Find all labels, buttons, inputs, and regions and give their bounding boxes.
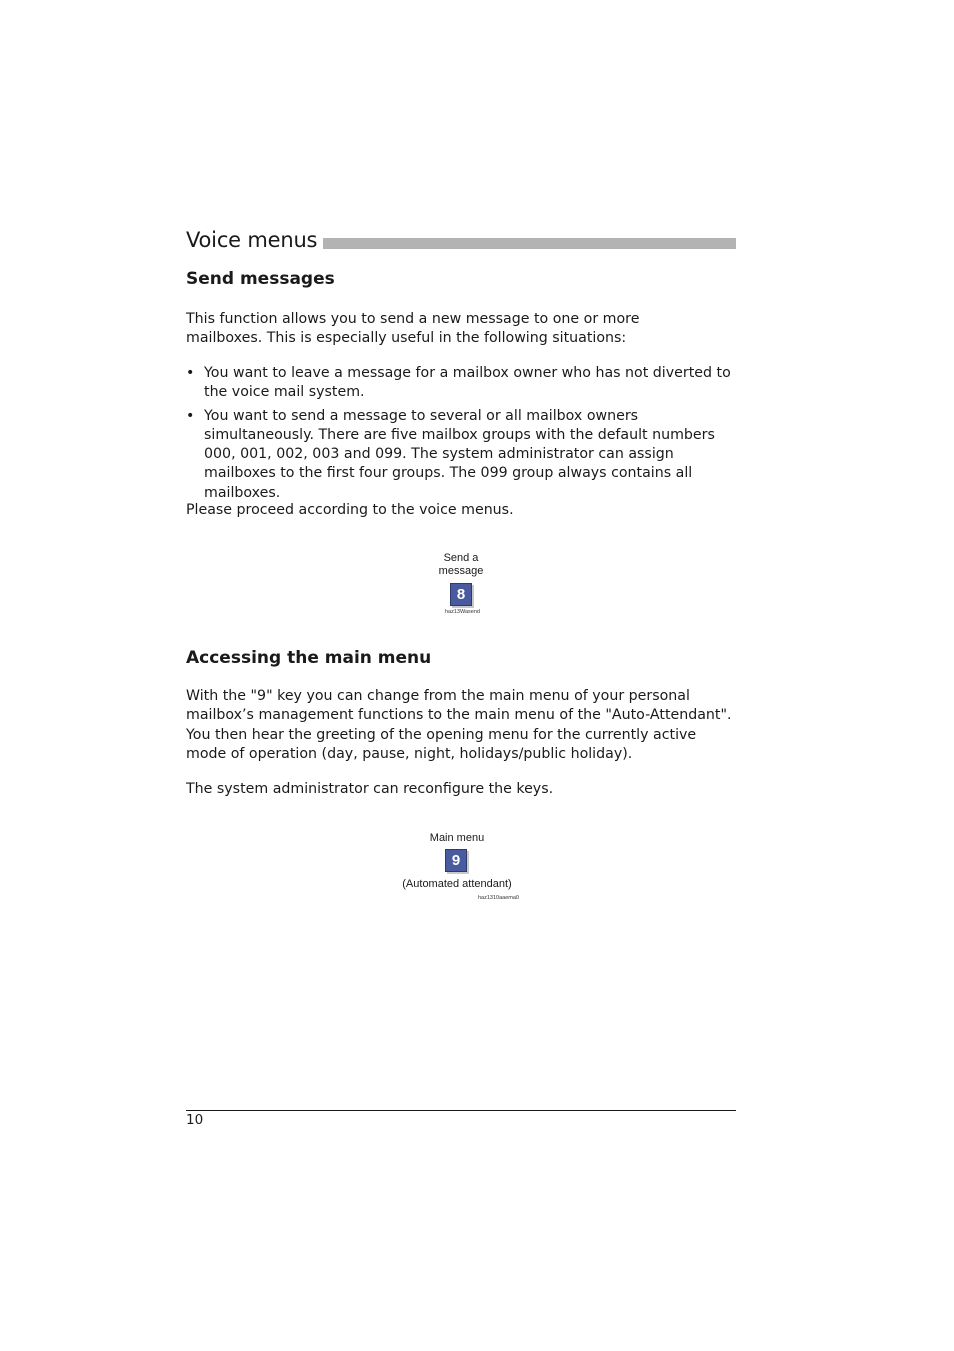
figure-code: haz13Wasend [445,609,480,615]
main-menu-figure-label: Main menu [429,832,485,844]
situations-list [186,364,738,507]
bullet-dot: • [186,407,195,424]
send-messages-intro: This function allows you to send a new message to one or more mailboxes. This is especially useful in the following situations: [186,311,640,347]
page-heading [186,226,736,254]
main-menu-heading: Accessing the main menu [186,648,432,668]
key-8-icon: 8 [450,583,472,606]
bullet-text: You want to send a message to several or all mailbox owners simultaneously. There are five mailbox groups with the default numbers 000, 001, 002, 003 and 099. The system administrator can assign mailboxes to the first four groups. The 099 group always contains all mailboxes. [204,407,715,501]
bullet-dot: • [186,365,195,381]
send-messages-closing: Please proceed according to the voice menus. [186,502,514,518]
page-number: 10 [186,1112,204,1128]
main-menu-body: With the "9" key you can change from the main menu of your personal mailbox’s management functions to the main menu of the "Auto-Attendant". You then hear the greeting of the opening menu for the currently active mode of operation (day, pause, night, holidays/public holiday). [186,688,732,762]
bullet-text: You want to leave a message for a mailbox owner who has not diverted to the voice mail system. [204,365,731,401]
list-item [186,407,738,503]
footer-rule [186,1110,736,1111]
figure-label-line: message [438,565,484,577]
page-title: Voice menus [186,228,318,252]
heading-bar [323,238,736,249]
key-9-icon: 9 [445,849,467,872]
figure-label-line: Send a [443,552,479,564]
list-item [186,364,738,403]
automated-attendant-label: (Automated attendant) [402,878,512,890]
send-messages-heading: Send messages [186,269,335,289]
main-menu-closing: The system administrator can reconfigure the keys. [186,781,554,797]
figure-code: haz1310aaema0 [478,895,519,901]
send-message-figure-label [421,552,501,578]
